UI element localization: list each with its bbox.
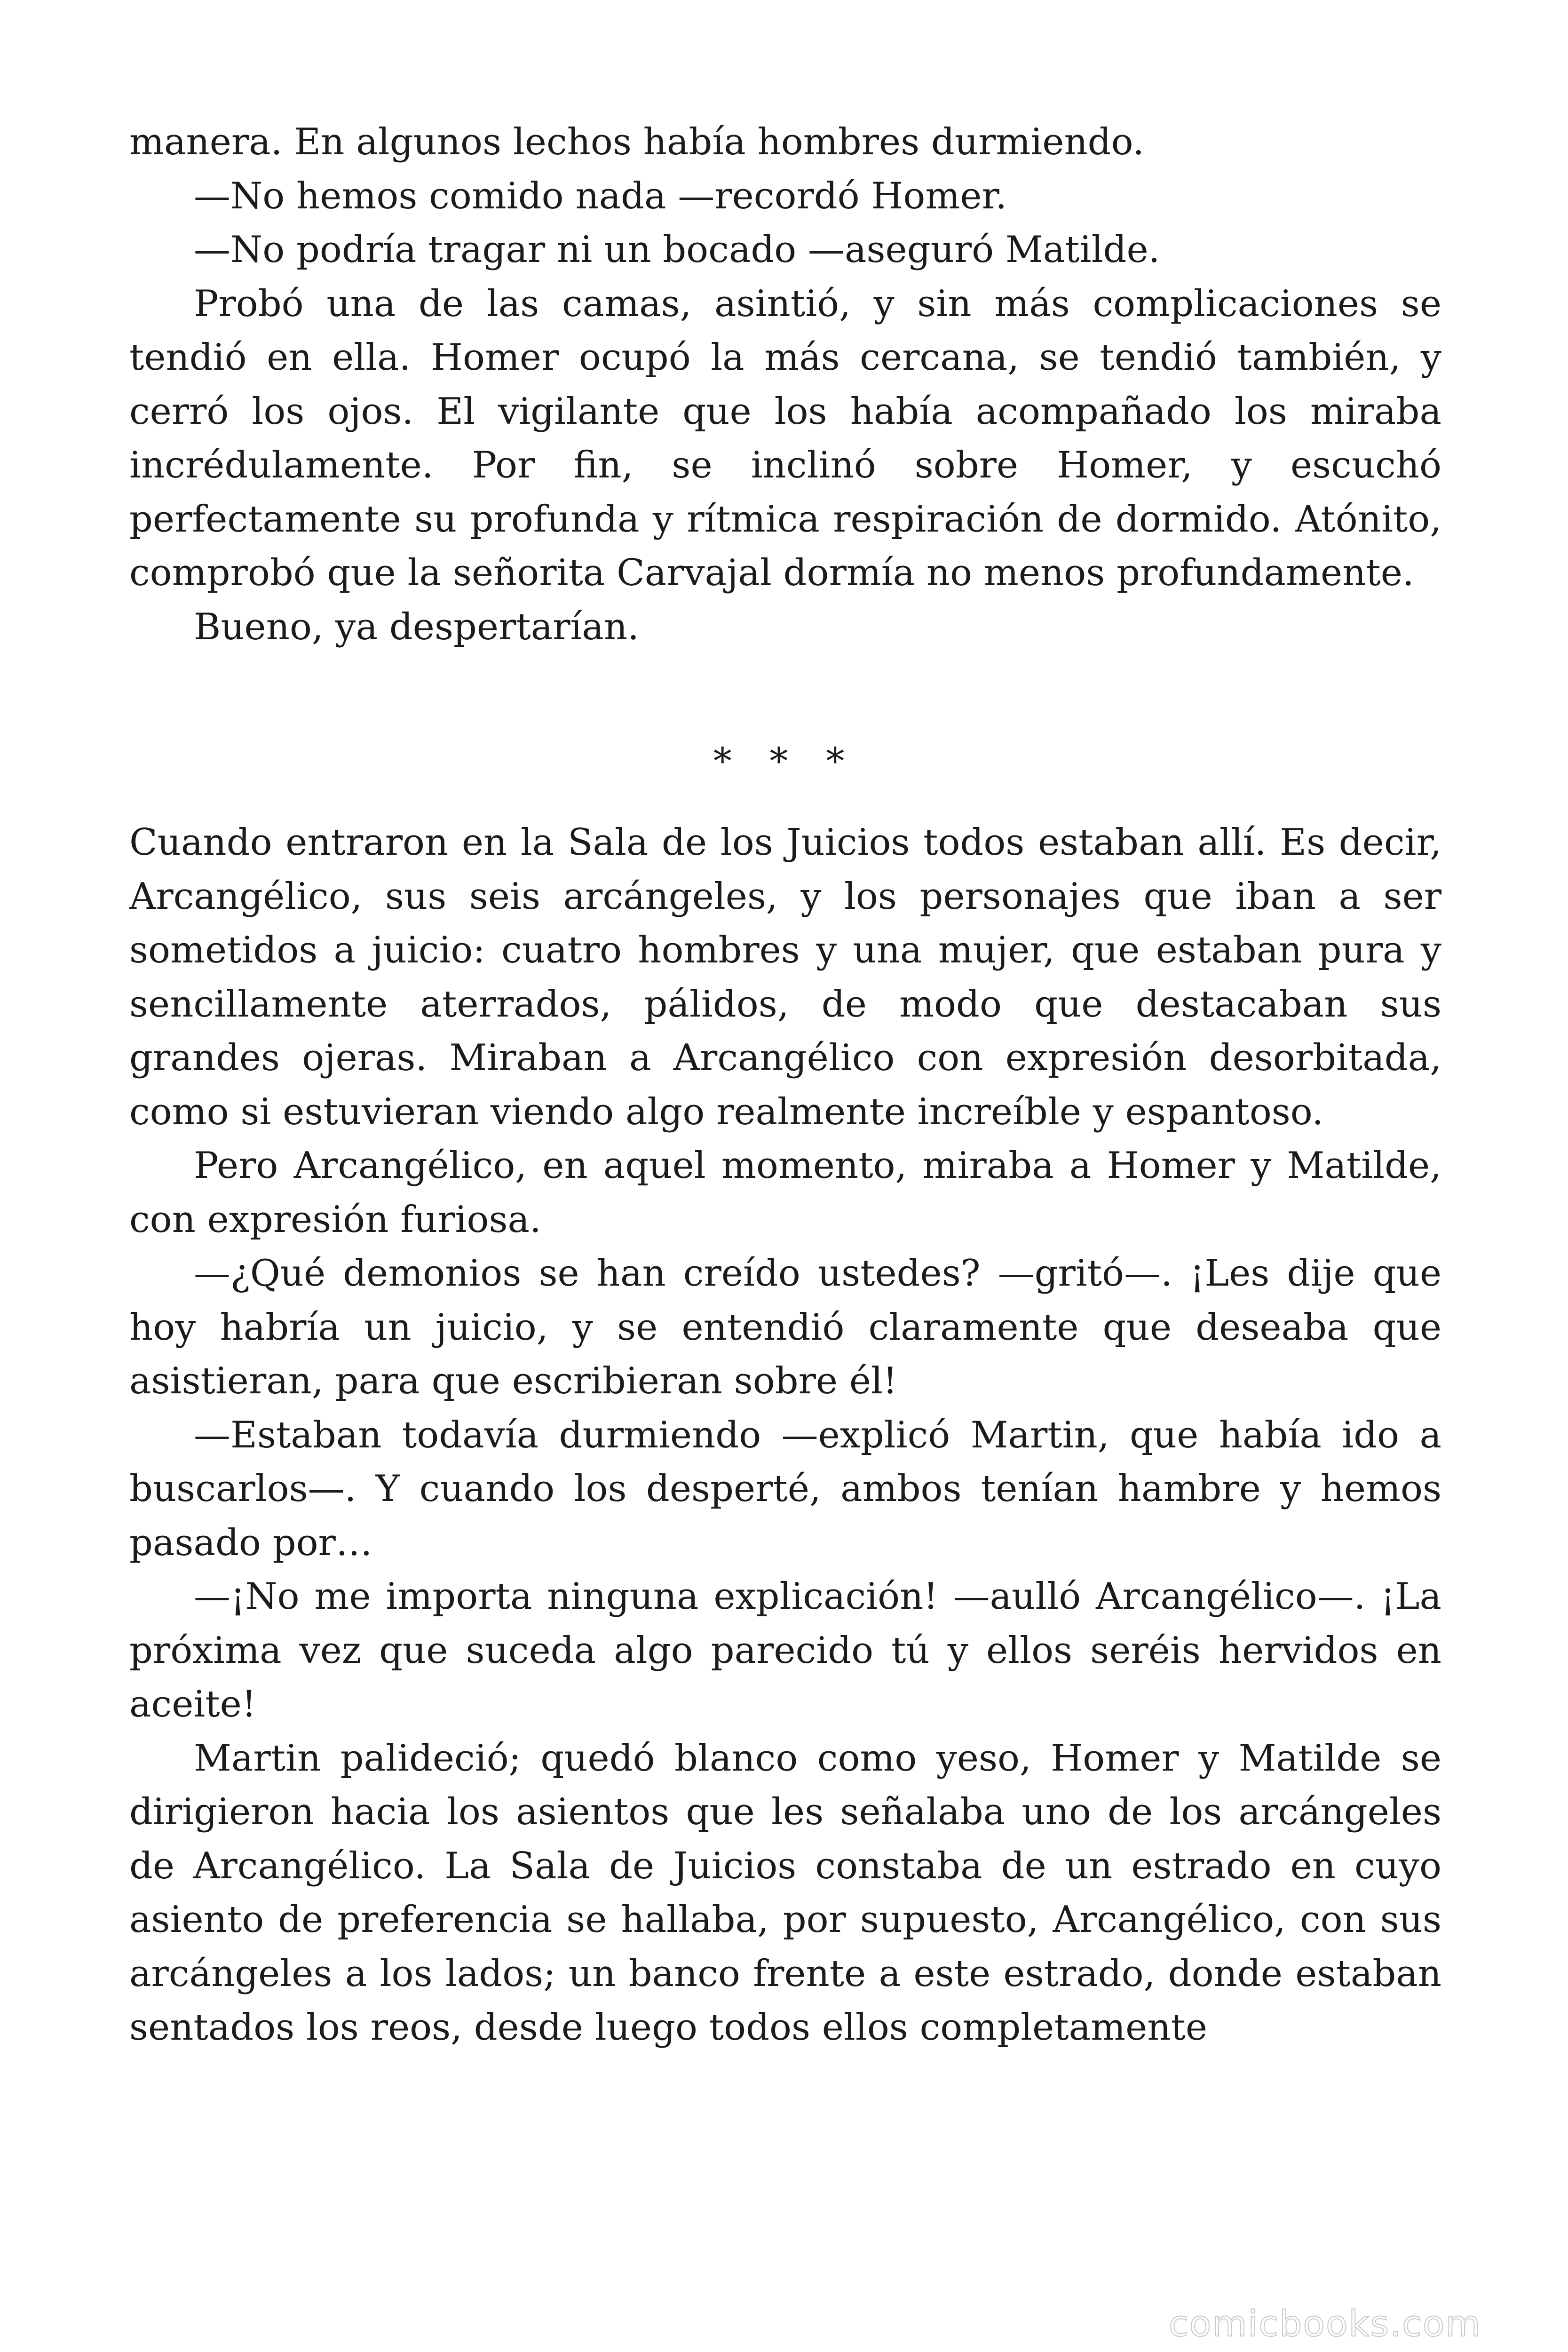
paragraph: Probó una de las camas, asintió, y sin más complicaciones se tendió en ella. Homer ocupó la más cercana, se tendió también, y cerró los ojos. El vigilante que los había acompañado los miraba incrédulamente. Por fin, se inclinó sobre Homer, y escuchó perfectamente su profunda y rítmica respiración de dormido. Atónito, comprobó que la señorita Carvajal dormía no menos profundamente. — [129, 282, 1441, 594]
paragraph: —Estaban todavía durmiendo —explicó Martin, que había ido a buscarlos—. Y cuando los desperté, ambos tenían hambre y hemos pasado por… — [129, 1414, 1441, 1564]
paragraph: —No hemos comido nada —recordó Homer. — [194, 175, 1007, 217]
paragraph: Pero Arcangélico, en aquel momento, miraba a Homer y Matilde, con expresión furiosa. — [129, 1144, 1441, 1241]
paragraph: manera. En algunos lechos había hombres durmiendo. — [129, 121, 1144, 163]
paragraph: Cuando entraron en la Sala de los Juicios todos estaban allí. Es decir, Arcangélico, sus seis arcángeles, y los personajes que iban a ser sometidos a juicio: cuatro hombres y una mujer, que estaban pura y sencillamente aterrados, pálidos, de modo que destacaban sus grandes ojeras. Miraban a Arcangélico con expresión desorbitada, como si estuvieran viendo algo realmente increíble y espantoso. — [129, 821, 1441, 1133]
paragraph: —¡No me importa ninguna explicación! —aulló Arcangélico—. ¡La próxima vez que suceda algo parecido tú y ellos seréis hervidos en aceite! — [129, 1575, 1441, 1725]
paragraph: Bueno, ya despertarían. — [194, 605, 639, 648]
page-body — [129, 115, 1441, 2055]
paragraph: —¿Qué demonios se han creído ustedes? —gritó—. ¡Les dije que hoy habría un juicio, y se entendió claramente que deseaba que asistieran, para que escribieran sobre él! — [129, 1252, 1441, 1402]
watermark: comicbooks.com — [1169, 2303, 1481, 2344]
paragraph: —No podría tragar ni un bocado —aseguró Matilde. — [194, 229, 1160, 271]
section-separator: * * * — [713, 740, 858, 783]
paragraph: Martin palideció; quedó blanco como yeso, Homer y Matilde se dirigieron hacia los asientos que les señalaba uno de los arcángeles de Arcangélico. La Sala de Juicios constaba de un estrado en cuyo asiento de preferencia se hallaba, por supuesto, Arcangélico, con sus arcángeles a los lados; un banco frente a este estrado, donde estaban sentados los reos, desde luego todos ellos completamente — [129, 1737, 1441, 2049]
